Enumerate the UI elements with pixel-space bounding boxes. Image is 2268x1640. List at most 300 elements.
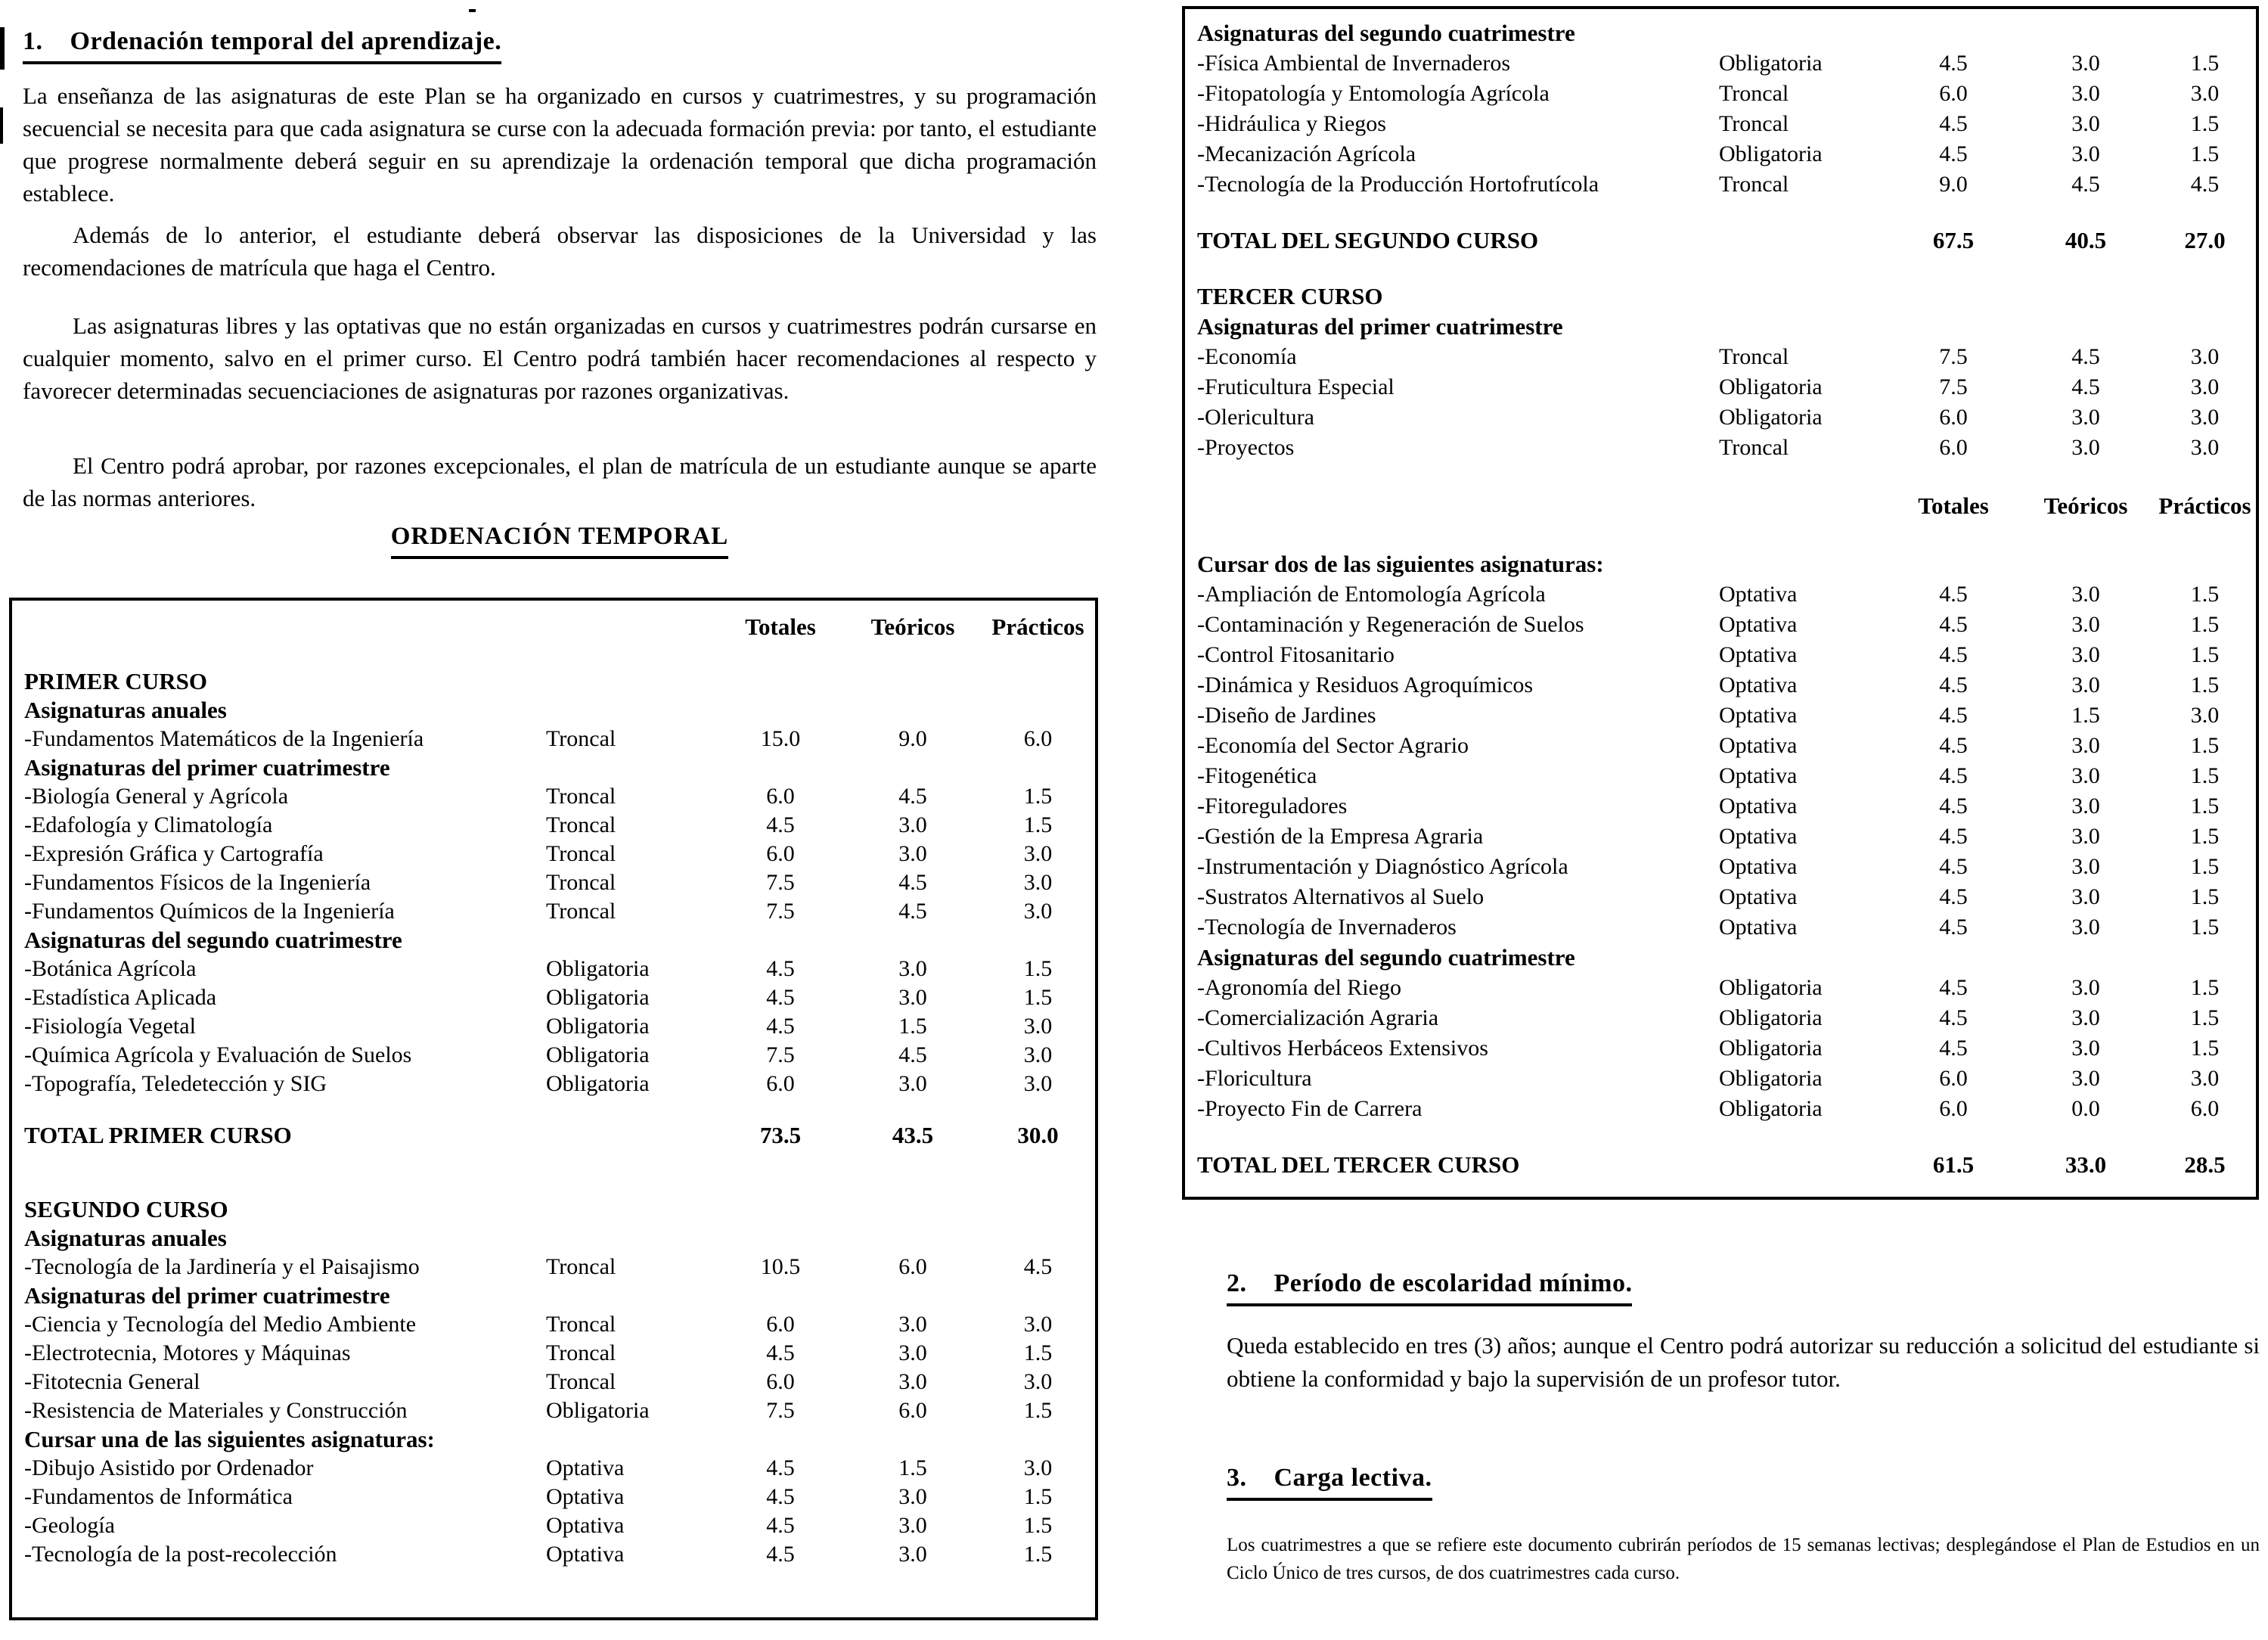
row-name: -Economía [1197, 344, 1297, 369]
credits-teoricos: 3.0 [2071, 435, 2100, 460]
credits-totales [1889, 312, 2018, 342]
credits-practicos [981, 753, 1095, 782]
credits-teoricos: 4.5 [898, 899, 927, 924]
credits-teoricos [845, 696, 981, 725]
subject-type: Optativa [1719, 854, 1798, 879]
subject-type: Optativa [546, 1484, 625, 1509]
subject-row [24, 1070, 1095, 1098]
credits-totales [1889, 18, 2018, 48]
section-2-title: Período de escolaridad mínimo. [1274, 1269, 1633, 1297]
credits-teoricos: 3.0 [2071, 824, 2100, 849]
total-row [24, 1121, 1095, 1150]
section-1-paragraph-4: El Centro podrá aprobar, por razones excepcionales, el plan de matrícula de un estudiante aunque se aparte de las normas anteriores. [23, 452, 1097, 511]
subject-type [1719, 312, 1889, 342]
subject-row [1197, 169, 2256, 200]
column-header-totales: Totales [1918, 492, 1989, 519]
subject-type: Troncal [546, 1340, 616, 1365]
colhead-row [1197, 489, 2256, 523]
subject-type [546, 667, 716, 696]
subject-row [1197, 822, 2256, 852]
gap-row [1197, 256, 2256, 281]
subject-row [1197, 640, 2256, 670]
row-name: -Fundamentos Físicos de la Ingeniería [24, 870, 371, 895]
row-name: -Mecanización Agrícola [1197, 141, 1416, 166]
row-name: TOTAL DEL SEGUNDO CURSO [1197, 227, 1539, 253]
row-name: -Dinámica y Residuos Agroquímicos [1197, 672, 1534, 697]
row-name: -Topografía, Teledetección y SIG [24, 1071, 327, 1096]
credits-teoricos: 40.5 [2065, 227, 2107, 253]
section-row [1197, 18, 2256, 48]
credits-totales: 4.5 [766, 956, 795, 981]
credits-teoricos: 3.0 [898, 1513, 927, 1538]
credits-practicos [981, 1425, 1095, 1454]
credits-teoricos: 0.0 [2071, 1096, 2100, 1121]
credits-totales: 7.5 [766, 870, 795, 895]
credits-practicos: 1.5 [2190, 612, 2220, 637]
subject-type: Troncal [546, 1254, 616, 1279]
subject-row [24, 1368, 1095, 1396]
subject-type: Troncal [546, 784, 616, 809]
row-name: -Fruticultura Especial [1197, 374, 1395, 399]
credits-teoricos: 6.0 [898, 1398, 927, 1423]
credits-practicos [2154, 943, 2256, 973]
row-name: Asignaturas del segundo cuatrimestre [1197, 944, 1575, 971]
column-header-practicos: Prácticos [2158, 492, 2251, 519]
credits-teoricos: 3.0 [898, 1071, 927, 1096]
subject-row [24, 868, 1095, 897]
credits-practicos: 1.5 [2190, 794, 2220, 818]
credits-teoricos: 4.5 [898, 870, 927, 895]
credits-teoricos [2018, 281, 2154, 312]
credits-practicos: 1.5 [1023, 1484, 1053, 1509]
row-name: TOTAL PRIMER CURSO [24, 1122, 292, 1148]
subject-type: Troncal [1719, 344, 1789, 369]
credits-practicos: 1.5 [2190, 763, 2220, 788]
subject-type: Optativa [1719, 672, 1798, 697]
spacer-cell [1197, 489, 1719, 523]
subject-type: Optativa [1719, 612, 1798, 637]
subject-type [546, 1121, 716, 1150]
credits-totales: 67.5 [1932, 227, 1975, 253]
credits-teoricos: 3.0 [2071, 733, 2100, 758]
credits-practicos: 1.5 [2190, 672, 2220, 697]
row-name: -Gestión de la Empresa Agraria [1197, 824, 1484, 849]
subject-type: Optativa [1719, 703, 1798, 728]
credits-totales: 15.0 [760, 726, 801, 751]
credits-teoricos: 3.0 [2071, 672, 2100, 697]
subject-type: Optativa [1719, 884, 1798, 909]
credits-practicos: 3.0 [1023, 899, 1053, 924]
subject-type: Optativa [1719, 915, 1798, 940]
credits-practicos: 1.5 [2190, 824, 2220, 849]
credits-practicos: 1.5 [2190, 975, 2220, 1000]
credits-teoricos: 3.0 [2071, 763, 2100, 788]
credits-totales: 7.5 [766, 1042, 795, 1067]
row-name: Asignaturas del primer cuatrimestre [1197, 313, 1563, 340]
credits-teoricos: 6.0 [898, 1254, 927, 1279]
credits-totales: 4.5 [1939, 794, 1968, 818]
row-name: -Contaminación y Regeneración de Suelos [1197, 612, 1584, 637]
credits-teoricos [2018, 943, 2154, 973]
total-row [1197, 225, 2256, 256]
credits-teoricos: 4.5 [2071, 344, 2100, 369]
subject-type: Obligatoria [546, 1014, 650, 1039]
subject-type: Obligatoria [1719, 1096, 1823, 1121]
subject-row [24, 782, 1095, 811]
credits-totales: 4.5 [1939, 1036, 1968, 1061]
subject-row [24, 1339, 1095, 1368]
credits-practicos: 1.5 [1023, 812, 1053, 837]
subject-row [24, 955, 1095, 983]
row-name: Asignaturas del primer cuatrimestre [24, 1282, 390, 1309]
credits-practicos: 28.5 [2184, 1151, 2226, 1178]
row-name: Asignaturas anuales [24, 1225, 227, 1251]
row-name: -Fundamentos Químicos de la Ingeniería [24, 899, 395, 924]
credits-teoricos: 3.0 [2071, 642, 2100, 667]
credits-teoricos: 3.0 [898, 985, 927, 1010]
credits-totales [716, 667, 845, 696]
colhead-row [24, 610, 1095, 645]
subject-type: Troncal [546, 1369, 616, 1394]
subject-type [546, 1425, 716, 1454]
row-name: Asignaturas del segundo cuatrimestre [1197, 20, 1575, 46]
subject-type [546, 696, 716, 725]
credits-practicos: 3.0 [1023, 1014, 1053, 1039]
subject-row [1197, 109, 2256, 139]
credits-practicos: 3.0 [1023, 1071, 1053, 1096]
credits-practicos: 1.5 [2190, 141, 2220, 166]
credits-practicos: 3.0 [1023, 1369, 1053, 1394]
credits-totales: 4.5 [1939, 582, 1968, 607]
column-header-teoricos: Teóricos [2043, 492, 2128, 519]
credits-totales [716, 696, 845, 725]
credits-practicos: 6.0 [2190, 1096, 2220, 1121]
credits-practicos: 3.0 [2190, 703, 2220, 728]
credits-totales [1889, 943, 2018, 973]
row-name: -Botánica Agrícola [24, 956, 197, 981]
credits-totales: 4.5 [766, 1542, 795, 1567]
credits-practicos: 1.5 [1023, 1513, 1053, 1538]
credits-totales: 6.0 [766, 784, 795, 809]
section-row [24, 926, 1095, 955]
credits-teoricos: 1.5 [898, 1455, 927, 1480]
scan-artifact-dot [469, 9, 476, 12]
credits-totales [716, 1281, 845, 1310]
gap-row [24, 645, 1095, 667]
row-name: -Tecnología de la post-recolección [24, 1542, 337, 1567]
row-name: -Tecnología de la Jardinería y el Paisajismo [24, 1254, 420, 1279]
credits-teoricos: 3.0 [898, 1542, 927, 1567]
credits-totales: 4.5 [1939, 915, 1968, 940]
section-2-paragraph: Queda establecido en tres (3) años; aunque el Centro podrá autorizar su reducción a solicitud del estudiante si obtiene la conformidad y bajo la supervisión de un profesor tutor. [1227, 1332, 2260, 1392]
credits-totales: 4.5 [1939, 703, 1968, 728]
credits-totales: 4.5 [766, 985, 795, 1010]
credits-totales: 6.0 [1939, 1096, 1968, 1121]
credits-practicos: 1.5 [2190, 915, 2220, 940]
subject-row [24, 1454, 1095, 1483]
row-name: -Tecnología de Invernaderos [1197, 915, 1457, 940]
credits-practicos [981, 1281, 1095, 1310]
right-bottom-column [1227, 1268, 2260, 1587]
credits-teoricos [2018, 18, 2154, 48]
spacer-cell [546, 610, 716, 645]
subject-type [1719, 549, 1889, 579]
credits-teoricos: 3.0 [898, 1369, 927, 1394]
subject-type: Obligatoria [1719, 1066, 1823, 1091]
subject-type: Troncal [546, 899, 616, 924]
ordenacion-temporal-heading-wrap [23, 520, 1097, 559]
subject-row [1197, 1033, 2256, 1064]
credits-practicos: 3.0 [2190, 374, 2220, 399]
section-row [1197, 312, 2256, 342]
curriculum-table-first-second-course [9, 598, 1098, 1620]
credits-practicos: 1.5 [2190, 1036, 2220, 1061]
ordenacion-temporal-title: ORDENACIÓN TEMPORAL [391, 520, 729, 559]
subject-type: Obligatoria [1719, 405, 1823, 430]
credits-totales: 4.5 [1939, 672, 1968, 697]
subject-type: Obligatoria [546, 1071, 650, 1096]
subject-row [1197, 791, 2256, 822]
credits-totales [1889, 549, 2018, 579]
row-name: -Física Ambiental de Invernaderos [1197, 51, 1511, 76]
course-row [24, 1195, 1095, 1224]
credits-practicos: 1.5 [2190, 51, 2220, 76]
credits-totales [716, 926, 845, 955]
subject-row [24, 983, 1095, 1012]
credits-teoricos: 3.0 [898, 956, 927, 981]
subject-row [1197, 912, 2256, 943]
credits-totales: 4.5 [1939, 854, 1968, 879]
credits-teoricos [845, 926, 981, 955]
row-name: Cursar dos de las siguientes asignaturas: [1197, 551, 1604, 577]
section-1-number: 1. [23, 27, 43, 55]
subject-row [1197, 973, 2256, 1003]
section-3-paragraph: Los cuatrimestres a que se refiere este documento cubrirán períodos de 15 semanas lectivas; desplegándose el Plan de Estudios en un Ciclo Único de tres cursos, de dos cuatrimestres cada curso. [1227, 1535, 2260, 1583]
row-name: -Ciencia y Tecnología del Medio Ambiente [24, 1312, 417, 1337]
subject-type [1719, 943, 1889, 973]
credits-totales: 6.0 [1939, 405, 1968, 430]
row-name: -Estadística Aplicada [24, 985, 217, 1010]
subject-row [1197, 372, 2256, 402]
section-row [24, 1281, 1095, 1310]
credits-teoricos [845, 1224, 981, 1253]
subject-type [546, 1224, 716, 1253]
row-name: -Hidráulica y Riegos [1197, 111, 1386, 136]
column-header-practicos: Prácticos [991, 613, 1084, 640]
subject-type [546, 926, 716, 955]
credits-teoricos: 43.5 [892, 1122, 934, 1148]
section-1-paragraph-3: Las asignaturas libres y las optativas que no están organizadas en cursos y cuatrimestres podrán cursarse en cualquier momento, salvo en el primer curso. El Centro podrá también hacer recomendaciones al respecto y favorecer determinadas secuenciaciones de asignaturas por razones organizativas. [23, 312, 1097, 404]
gap-row [24, 1150, 1095, 1173]
subject-type: Obligatoria [546, 1398, 650, 1423]
subject-type: Troncal [1719, 435, 1789, 460]
row-name: -Economía del Sector Agrario [1197, 733, 1469, 758]
section-3-title: Carga lectiva. [1274, 1464, 1432, 1492]
row-name: -Fitotecnia General [24, 1369, 200, 1394]
credits-teoricos: 3.0 [2071, 81, 2100, 106]
subject-row [1197, 882, 2256, 912]
credits-teoricos: 3.0 [2071, 1066, 2100, 1091]
credits-practicos: 3.0 [2190, 344, 2220, 369]
gap-row [24, 1173, 1095, 1195]
subject-type [546, 1195, 716, 1224]
subject-type: Obligatoria [546, 985, 650, 1010]
section-1-paragraph-1: La enseñanza de las asignaturas de este Plan se ha organizado en cursos y cuatrimestres, y su programación secuencial se necesita para que cada asignatura se curse con la adecuada formación previa: por tanto, el estudiante que progrese normalmente deberá seguir en su aprendizaje la ordenación temporal que dicha programación establece. [23, 82, 1097, 207]
subject-type [1719, 225, 1889, 256]
subject-type [1719, 281, 1889, 312]
credits-totales: 4.5 [766, 1455, 795, 1480]
subject-type: Optativa [546, 1455, 625, 1480]
section-1-paragraph-2: Además de lo anterior, el estudiante deberá observar las disposiciones de la Universidad y las recomendaciones de matrícula que haga el Centro. [23, 222, 1097, 281]
column-header-totales: Totales [745, 613, 816, 640]
credits-practicos: 1.5 [2190, 1005, 2220, 1030]
credits-teoricos [2018, 549, 2154, 579]
row-name: -Resistencia de Materiales y Construcción [24, 1398, 408, 1423]
subject-type: Troncal [1719, 81, 1789, 106]
credits-practicos: 1.5 [1023, 1542, 1053, 1567]
credits-totales: 4.5 [1939, 824, 1968, 849]
subject-row [24, 1253, 1095, 1281]
row-name: -Instrumentación y Diagnóstico Agrícola [1197, 854, 1568, 879]
section-row [24, 1425, 1095, 1454]
subject-type: Obligatoria [1719, 51, 1823, 76]
credits-teoricos: 3.0 [898, 812, 927, 837]
credits-teoricos: 3.0 [2071, 794, 2100, 818]
subject-row [24, 1511, 1095, 1540]
credits-teoricos: 3.0 [2071, 1005, 2100, 1030]
subject-row [1197, 402, 2256, 433]
row-name: -Fundamentos de Informática [24, 1484, 293, 1509]
gap-row [1197, 523, 2256, 549]
row-name: -Fitopatología y Entomología Agrícola [1197, 81, 1550, 106]
credits-practicos [2154, 312, 2256, 342]
section-2-heading [1227, 1268, 1632, 1306]
credits-practicos: 3.0 [2190, 435, 2220, 460]
subject-row [1197, 1064, 2256, 1094]
credits-teoricos [2018, 312, 2154, 342]
row-name: -Proyecto Fin de Carrera [1197, 1096, 1423, 1121]
credits-practicos [981, 696, 1095, 725]
credits-practicos: 1.5 [1023, 784, 1053, 809]
credits-teoricos: 1.5 [898, 1014, 927, 1039]
credits-totales: 7.5 [766, 1398, 795, 1423]
row-name: -Expresión Gráfica y Cartografía [24, 841, 324, 866]
section-row [24, 696, 1095, 725]
column-header-teoricos: Teóricos [870, 613, 955, 640]
credits-teoricos: 3.0 [2071, 51, 2100, 76]
subject-type: Troncal [546, 1312, 616, 1337]
credits-teoricos [845, 1281, 981, 1310]
credits-totales: 7.5 [1939, 344, 1968, 369]
credits-practicos: 1.5 [1023, 1340, 1053, 1365]
section-3-heading [1227, 1462, 1432, 1501]
credits-practicos: 3.0 [1023, 870, 1053, 895]
subject-type: Obligatoria [1719, 1036, 1823, 1061]
credits-practicos: 1.5 [2190, 884, 2220, 909]
subject-row [1197, 48, 2256, 79]
credits-totales: 4.5 [766, 1340, 795, 1365]
credits-practicos: 1.5 [2190, 854, 2220, 879]
credits-teoricos: 3.0 [2071, 854, 2100, 879]
row-name: -Biología General y Agrícola [24, 784, 289, 809]
subject-type: Optativa [1719, 733, 1798, 758]
credits-practicos [981, 667, 1095, 696]
gap-row [1197, 463, 2256, 489]
row-name: -Química Agrícola y Evaluación de Suelos [24, 1042, 412, 1067]
subject-row [24, 840, 1095, 868]
credits-practicos: 1.5 [2190, 642, 2220, 667]
credits-totales: 9.0 [1939, 172, 1968, 197]
credits-practicos [981, 926, 1095, 955]
credits-teoricos: 3.0 [898, 1312, 927, 1337]
subject-type: Troncal [546, 870, 616, 895]
gap-row [1197, 1124, 2256, 1150]
credits-totales: 4.5 [1939, 884, 1968, 909]
row-name: TOTAL DEL TERCER CURSO [1197, 1151, 1520, 1178]
section-3-number: 3. [1227, 1464, 1247, 1492]
row-name: -Tecnología de la Producción Hortofrutícola [1197, 172, 1599, 197]
subject-type: Obligatoria [1719, 1005, 1823, 1030]
section-1-title: Ordenación temporal del aprendizaje. [70, 27, 502, 55]
gap-row [1197, 200, 2256, 225]
subject-row [1197, 1094, 2256, 1124]
subject-row [1197, 852, 2256, 882]
row-name: Asignaturas del primer cuatrimestre [24, 754, 390, 781]
section-row [1197, 549, 2256, 579]
subject-type [1719, 18, 1889, 48]
credits-totales [1889, 281, 2018, 312]
credits-practicos [981, 1224, 1095, 1253]
credits-teoricos: 3.0 [2071, 915, 2100, 940]
credits-teoricos [845, 667, 981, 696]
row-name: Asignaturas anuales [24, 697, 227, 723]
subject-row [1197, 139, 2256, 169]
credits-teoricos: 4.5 [898, 784, 927, 809]
row-name: -Proyectos [1197, 435, 1295, 460]
subject-type: Optativa [546, 1542, 625, 1567]
credits-practicos: 3.0 [1023, 1312, 1053, 1337]
subject-row [24, 725, 1095, 753]
row-name: -Sustratos Alternativos al Suelo [1197, 884, 1485, 909]
row-name: -Cultivos Herbáceos Extensivos [1197, 1036, 1488, 1061]
subject-row [24, 811, 1095, 840]
row-name: Cursar una de las siguientes asignaturas: [24, 1426, 435, 1452]
credits-teoricos: 33.0 [2065, 1151, 2107, 1178]
section-1-heading [23, 26, 501, 64]
credits-practicos: 3.0 [2190, 81, 2220, 106]
credits-teoricos: 3.0 [2071, 111, 2100, 136]
credits-practicos: 1.5 [2190, 733, 2220, 758]
row-name: SEGUNDO CURSO [24, 1196, 228, 1222]
left-column [23, 26, 1097, 559]
row-name: -Edafología y Climatología [24, 812, 273, 837]
credits-teoricos [845, 1195, 981, 1224]
row-name: -Ampliación de Entomología Agrícola [1197, 582, 1546, 607]
credits-totales: 4.5 [766, 1484, 795, 1509]
row-name: -Electrotecnia, Motores y Máquinas [24, 1340, 351, 1365]
credits-practicos: 3.0 [1023, 841, 1053, 866]
credits-totales: 4.5 [1939, 51, 1968, 76]
credits-practicos [2154, 281, 2256, 312]
subject-row [1197, 670, 2256, 700]
subject-type [546, 1281, 716, 1310]
subject-type: Troncal [1719, 111, 1789, 136]
subject-type: Obligatoria [546, 956, 650, 981]
credits-teoricos: 3.0 [898, 1484, 927, 1509]
credits-totales: 6.0 [766, 1312, 795, 1337]
row-name: -Fitoreguladores [1197, 794, 1348, 818]
row-name: -Geología [24, 1513, 115, 1538]
